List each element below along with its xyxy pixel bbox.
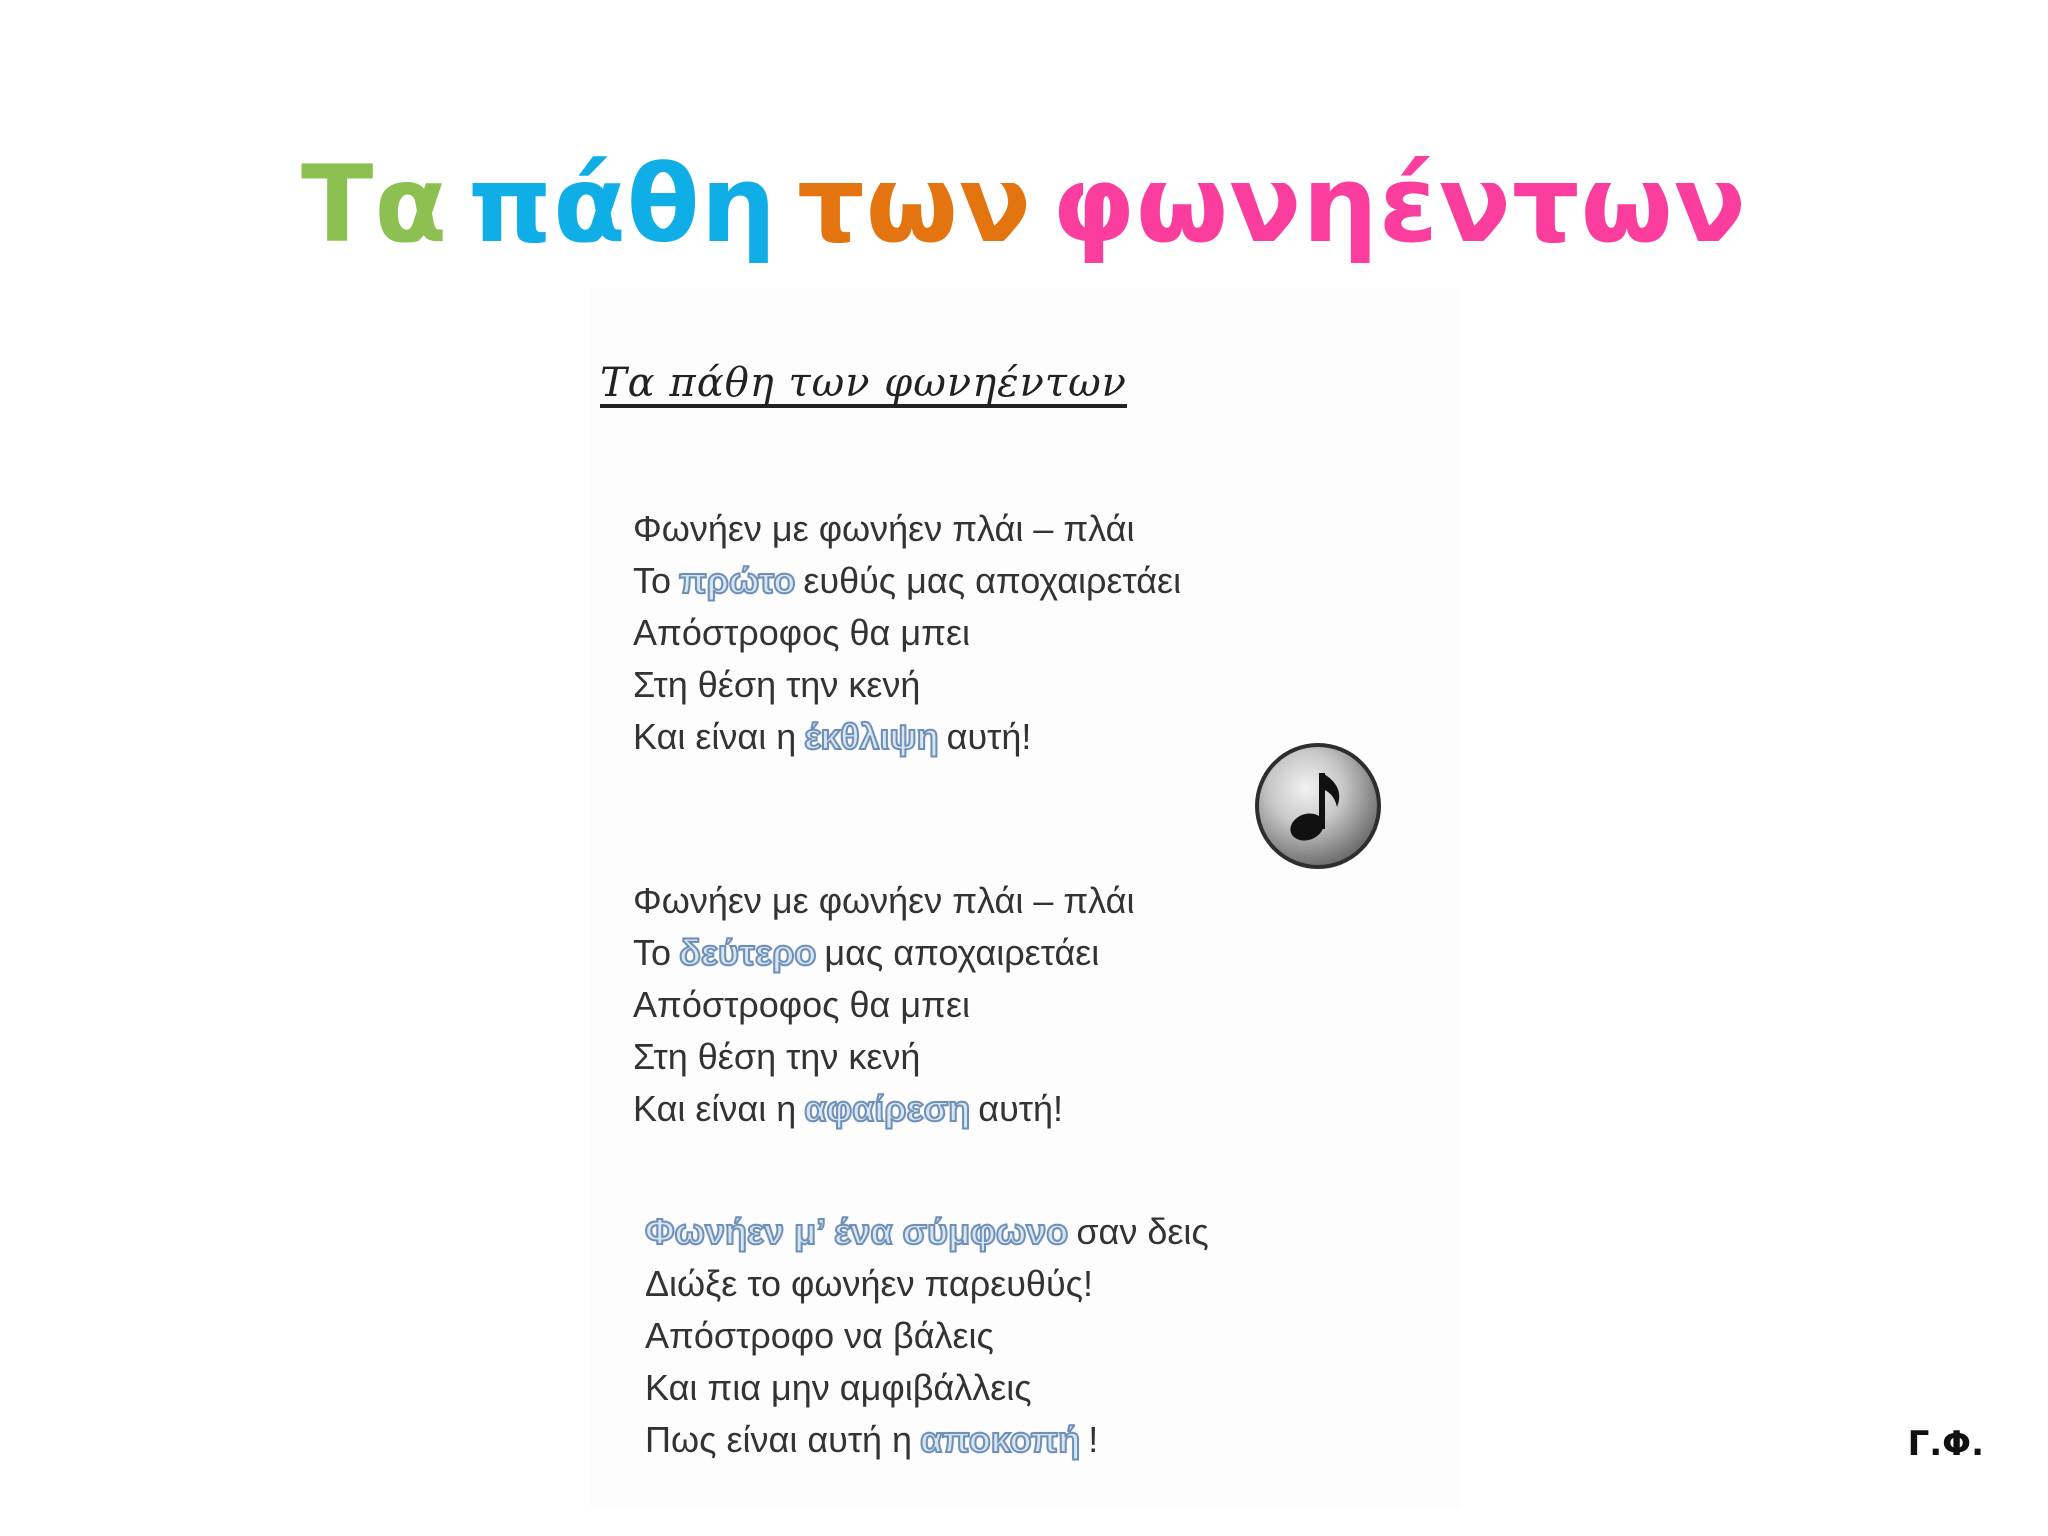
- poem-line: Φωνήεν με φωνήεν πλάι – πλάι: [633, 880, 1135, 921]
- slide-title: [0, 135, 2048, 275]
- poem-line: Το δεύτερο μας αποχαιρετάει: [633, 932, 1100, 973]
- highlighted-term: Φωνήεν μ’ ένα σύμφωνο: [645, 1211, 1069, 1252]
- highlighted-term: δεύτερο: [679, 932, 817, 973]
- title-word-2: πάθη: [468, 143, 778, 266]
- title-word-4: φωνηέντων: [1052, 143, 1747, 266]
- poem-line: Απόστροφος θα μπει: [633, 984, 970, 1025]
- poem-line: Και είναι η αφαίρεση αυτή!: [633, 1088, 1064, 1129]
- highlighted-term: αφαίρεση: [804, 1088, 971, 1129]
- poem-line: Απόστροφο να βάλεις: [645, 1315, 994, 1356]
- title-word-3: των: [797, 143, 1033, 266]
- poem-line: Στη θέση την κενή: [633, 664, 921, 705]
- poem-line: Διώξε το φωνήεν παρευθύς!: [645, 1263, 1093, 1304]
- poem-line: Φωνήεν με φωνήεν πλάι – πλάι: [633, 508, 1135, 549]
- author-initials: Γ.Φ.: [1907, 1424, 1984, 1464]
- music-play-button[interactable]: [1255, 743, 1381, 869]
- poem-line: Και είναι η έκθλιψη αυτή!: [633, 716, 1032, 757]
- stanza-2: [633, 875, 1134, 1135]
- stanza-1: [633, 503, 1181, 763]
- highlighted-term: έκθλιψη: [804, 716, 939, 757]
- music-note-icon: [1277, 763, 1363, 853]
- poem-line: Απόστροφος θα μπει: [633, 612, 970, 653]
- poem-heading: Τα πάθη των φωνηέντων: [600, 360, 1127, 406]
- poem-line: Πως είναι αυτή η αποκοπή !: [645, 1419, 1099, 1460]
- highlighted-term: αποκοπή: [920, 1419, 1081, 1460]
- poem-line: Στη θέση την κενή: [633, 1036, 921, 1077]
- highlighted-term: πρώτο: [679, 560, 796, 601]
- poem-line: Φωνήεν μ’ ένα σύμφωνο σαν δεις: [645, 1211, 1209, 1252]
- poem-image: [590, 288, 1460, 1508]
- title-word-1: Τα: [301, 143, 449, 266]
- poem-line: Και πια μην αμφιβάλλεις: [645, 1367, 1032, 1408]
- stanza-3: [645, 1205, 1209, 1465]
- poem-line: Το πρώτο ευθύς μας αποχαιρετάει: [633, 560, 1182, 601]
